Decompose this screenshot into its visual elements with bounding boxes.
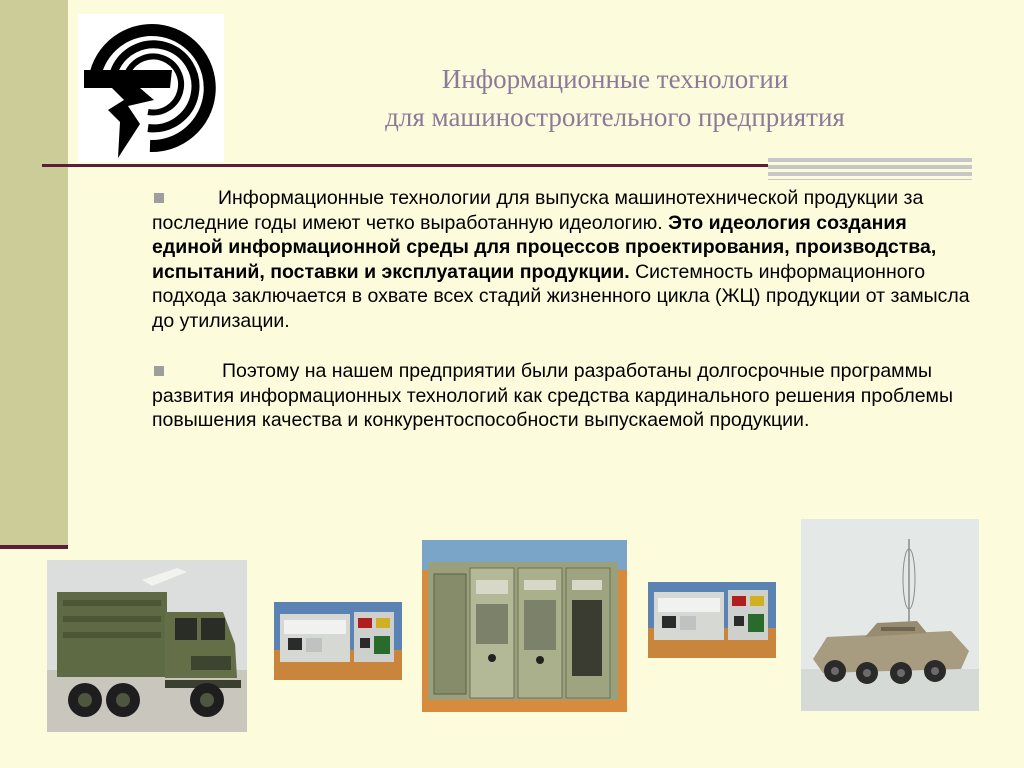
company-logo	[78, 14, 224, 162]
military-truck-photo	[47, 560, 247, 732]
slide-body	[152, 186, 972, 433]
bullet-square-icon	[154, 366, 164, 376]
paragraph-text: Информационные технологии для выпуска машинотехнической продукции за последние годы имеют четко выработанную идеологию.	[152, 187, 924, 234]
bullet-paragraph	[152, 359, 972, 433]
bullet-paragraph	[152, 186, 972, 333]
armored-vehicle-photo	[801, 519, 979, 711]
bullet-square-icon	[154, 193, 164, 203]
paragraph-text: Поэтому на нашем предприятии были разработаны долгосрочные программы развития информационных технологий как средства кардинального решения проблемы повышения качества и конкурентоспособности выпускаемой продукции.	[152, 360, 953, 431]
title-divider-stripes	[768, 158, 972, 180]
paragraph-bold-text: Это идеология создания единой информационной среды для процессов проектирования, производства, испытаний, поставки и эксплуатации продукции.	[152, 211, 937, 283]
equipment-panel-photo	[648, 582, 776, 658]
paragraph-text-continued: Системность информационного подхода заключается в охвате всех стадий жизненного цикла (ЖЦ) продукции от замысла до утилизации.	[152, 260, 970, 332]
equipment-panel-photo	[274, 602, 402, 680]
title-line-2: для машиностроительного предприятия	[385, 102, 845, 132]
title-line-1: Информационные технологии	[441, 64, 789, 94]
sidebar-underline	[0, 545, 68, 549]
sidebar-decoration	[0, 0, 68, 545]
control-cabinets-photo	[422, 540, 627, 712]
slide-title	[255, 60, 975, 136]
